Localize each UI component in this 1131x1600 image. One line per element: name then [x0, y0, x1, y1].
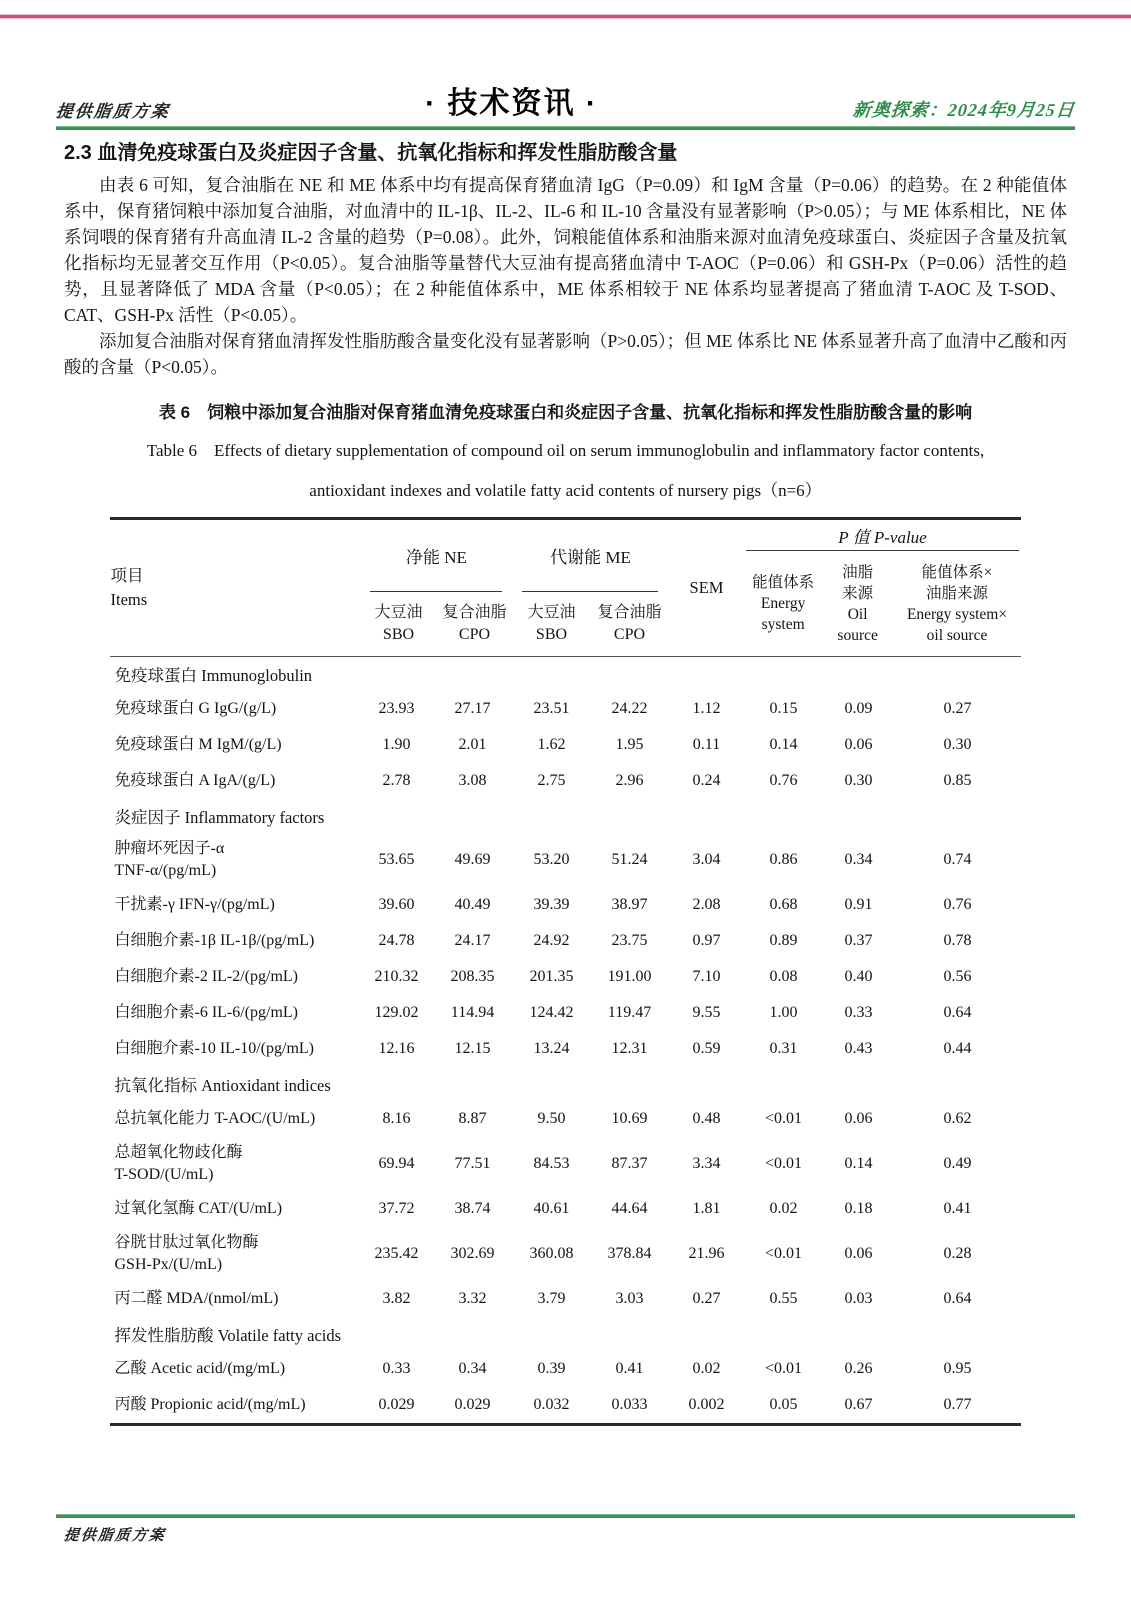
column-header-energy-system: 能值体系 Energy system: [752, 574, 815, 633]
row-label: 免疫球蛋白 M IgM/(g/L): [114, 736, 282, 753]
value-cell: 0.85: [943, 772, 972, 789]
table-row: [110, 1031, 1020, 1067]
value-cell: 0.02: [692, 1360, 721, 1377]
value-cell: 0.18: [844, 1200, 873, 1217]
value-cell: 0.15: [769, 700, 798, 717]
value-cell: 2.96: [615, 772, 644, 789]
section-label: 挥发性脂肪酸 Volatile fatty acids: [114, 1326, 342, 1345]
pvalue-group-label: P 值 P-value: [838, 527, 927, 547]
value-cell: 87.37: [611, 1155, 648, 1172]
value-cell: 84.53: [533, 1155, 570, 1172]
value-cell: 0.67: [844, 1396, 873, 1413]
value-cell: 1.90: [382, 736, 411, 753]
value-cell: 235.42: [374, 1245, 419, 1262]
value-cell: 23.51: [533, 700, 570, 717]
value-cell: 0.37: [844, 932, 873, 949]
value-cell: 3.04: [692, 851, 721, 868]
table-row: [110, 763, 1020, 799]
value-cell: 0.97: [692, 932, 721, 949]
value-cell: 0.14: [844, 1155, 873, 1172]
value-cell: 53.65: [378, 851, 415, 868]
value-cell: 0.40: [844, 968, 873, 985]
value-cell: 0.09: [844, 700, 873, 717]
column-group-ne: [360, 519, 512, 657]
section-heading: 2.3 血清免疫球蛋白及炎症因子含量、抗氧化指标和挥发性脂肪酸含量: [64, 142, 678, 164]
value-cell: 3.79: [537, 1290, 566, 1307]
value-cell: 0.78: [943, 932, 972, 949]
value-cell: 0.55: [769, 1290, 798, 1307]
value-cell: 39.39: [533, 896, 570, 913]
value-cell: 7.10: [692, 968, 721, 985]
column-header-me-cpo: 复合油脂 CPO: [597, 604, 662, 643]
value-cell: 0.14: [769, 736, 798, 753]
value-cell: 0.74: [943, 851, 972, 868]
value-cell: 0.89: [769, 932, 798, 949]
value-cell: 0.02: [769, 1200, 798, 1217]
column-header-oil-source: 油脂 来源 Oil source: [837, 563, 878, 644]
value-cell: 13.24: [533, 1040, 570, 1057]
value-cell: 0.05: [769, 1396, 798, 1413]
value-cell: 0.95: [943, 1360, 972, 1377]
table-section-row: [110, 1317, 1020, 1351]
row-label: 谷胱甘肽过氧化物酶 GSH-Px/(U/mL): [114, 1234, 259, 1273]
value-cell: 51.24: [611, 851, 648, 868]
table-row: [110, 727, 1020, 763]
value-cell: 0.31: [769, 1040, 798, 1057]
paragraph-2: 添加复合油脂对保育猪血清挥发性脂肪酸含量变化没有显著影响（P>0.05）；但 ME 体系比 NE 体系显著升高了血清中乙酸和丙酸的含量（P<0.05）。: [64, 331, 1067, 377]
table-section-row: [110, 657, 1020, 692]
value-cell: 0.28: [943, 1245, 972, 1262]
value-cell: 0.91: [844, 896, 873, 913]
value-cell: 0.44: [943, 1040, 972, 1057]
value-cell: 0.86: [769, 851, 798, 868]
value-cell: 2.75: [537, 772, 566, 789]
value-cell: <0.01: [764, 1360, 802, 1377]
value-cell: 114.94: [450, 1004, 495, 1021]
value-cell: 49.69: [454, 851, 491, 868]
value-cell: 0.34: [458, 1360, 487, 1377]
value-cell: 1.95: [615, 736, 644, 753]
section-label: 免疫球蛋白 Immunoglobulin: [114, 666, 313, 685]
value-cell: 1.00: [769, 1004, 798, 1021]
value-cell: 0.48: [692, 1110, 721, 1127]
row-label: 过氧化氢酶 CAT/(U/mL): [114, 1200, 283, 1217]
table-caption-zh: 表 6 饲粮中添加复合油脂对保育猪血清免疫球蛋白和炎症因子含量、抗氧化指标和挥发性脂肪酸含量的影响: [158, 403, 973, 422]
footer-brand: 提供脂质方案: [63, 1528, 167, 1544]
value-cell: 24.92: [533, 932, 570, 949]
table-body: [110, 657, 1020, 1425]
value-cell: 69.94: [378, 1155, 415, 1172]
value-cell: 0.59: [692, 1040, 721, 1057]
table-section-row: [110, 1067, 1020, 1101]
value-cell: 201.35: [529, 968, 574, 985]
value-cell: 0.27: [943, 700, 972, 717]
table-caption-en-line2: antioxidant indexes and volatile fatty acid contents of nursery pigs（n=6）: [309, 481, 822, 500]
value-cell: 3.03: [615, 1290, 644, 1307]
value-cell: 0.06: [844, 1245, 873, 1262]
table-row: [110, 1387, 1020, 1425]
value-cell: 378.84: [607, 1245, 652, 1262]
value-cell: 0.002: [688, 1396, 725, 1413]
row-label: 白细胞介素-6 IL-6/(pg/mL): [114, 1004, 299, 1021]
footer-green-rule: [56, 1514, 1075, 1518]
value-cell: 124.42: [529, 1004, 574, 1021]
value-cell: 23.93: [378, 700, 415, 717]
value-cell: 23.75: [611, 932, 648, 949]
value-cell: 24.78: [378, 932, 415, 949]
value-cell: 208.35: [450, 968, 495, 985]
value-cell: 3.82: [382, 1290, 411, 1307]
value-cell: 360.08: [529, 1245, 574, 1262]
value-cell: 0.64: [943, 1004, 972, 1021]
value-cell: 1.62: [537, 736, 566, 753]
value-cell: 1.12: [692, 700, 721, 717]
value-cell: 0.24: [692, 772, 721, 789]
column-header-ne-sbo: 大豆油 SBO: [374, 604, 423, 643]
table-section-row: [110, 799, 1020, 833]
header-brand-left: 提供脂质方案: [54, 102, 171, 121]
value-cell: 2.78: [382, 772, 411, 789]
value-cell: 24.17: [454, 932, 491, 949]
value-cell: 0.39: [537, 1360, 566, 1377]
value-cell: 8.87: [458, 1110, 487, 1127]
value-cell: 3.34: [692, 1155, 721, 1172]
table-row: [110, 995, 1020, 1031]
table-row: [110, 1281, 1020, 1317]
row-label: 总超氧化物歧化酶 T-SOD/(U/mL): [114, 1144, 243, 1183]
value-cell: 0.30: [943, 736, 972, 753]
value-cell: 0.34: [844, 851, 873, 868]
section-label: 炎症因子 Inflammatory factors: [114, 808, 325, 827]
table-row: [110, 1351, 1020, 1387]
value-cell: 0.41: [615, 1360, 644, 1377]
value-cell: 53.20: [533, 851, 570, 868]
column-group-pvalue: [744, 519, 1020, 657]
value-cell: 37.72: [378, 1200, 415, 1217]
value-cell: 0.64: [943, 1290, 972, 1307]
value-cell: 12.31: [611, 1040, 648, 1057]
value-cell: 12.15: [454, 1040, 491, 1057]
group-me-label: 代谢能 ME: [550, 548, 631, 567]
value-cell: 0.06: [844, 1110, 873, 1127]
value-cell: 0.029: [378, 1396, 415, 1413]
value-cell: 0.27: [692, 1290, 721, 1307]
value-cell: 9.55: [692, 1004, 721, 1021]
page-header: [56, 80, 1075, 122]
value-cell: 0.43: [844, 1040, 873, 1057]
value-cell: 0.68: [769, 896, 798, 913]
value-cell: 0.03: [844, 1290, 873, 1307]
items-label-en: Items: [110, 590, 148, 609]
value-cell: 10.69: [611, 1110, 648, 1127]
value-cell: <0.01: [764, 1110, 802, 1127]
value-cell: 38.74: [454, 1200, 491, 1217]
row-label: 丙酸 Propionic acid/(mg/mL): [114, 1396, 306, 1413]
value-cell: 24.22: [611, 700, 648, 717]
value-cell: 0.77: [943, 1396, 972, 1413]
value-cell: 0.11: [692, 736, 721, 753]
value-cell: 302.69: [450, 1245, 495, 1262]
row-label: 免疫球蛋白 G IgG/(g/L): [114, 700, 277, 717]
value-cell: 40.61: [533, 1200, 570, 1217]
column-header-sem: SEM: [689, 578, 724, 597]
table-row: [110, 691, 1020, 727]
value-cell: 0.33: [382, 1360, 411, 1377]
value-cell: 44.64: [611, 1200, 648, 1217]
header-green-rule: [56, 126, 1075, 130]
value-cell: 0.49: [943, 1155, 972, 1172]
value-cell: 77.51: [454, 1155, 491, 1172]
row-label: 干扰素-γ IFN-γ/(pg/mL): [114, 896, 275, 913]
row-label: 总抗氧化能力 T-AOC/(U/mL): [114, 1110, 316, 1127]
table-row: [110, 959, 1020, 995]
value-cell: 0.76: [769, 772, 798, 789]
items-label-zh: 项目: [110, 566, 144, 585]
value-cell: 40.49: [454, 896, 491, 913]
column-header-interaction: 能值体系× 油脂来源 Energy system× oil source: [906, 563, 1008, 644]
value-cell: 21.96: [688, 1245, 725, 1262]
value-cell: 3.08: [458, 772, 487, 789]
value-cell: 27.17: [454, 700, 491, 717]
value-cell: 2.01: [458, 736, 487, 753]
row-label: 白细胞介素-1β IL-1β/(pg/mL): [114, 932, 315, 949]
value-cell: 1.81: [692, 1200, 721, 1217]
value-cell: 119.47: [607, 1004, 652, 1021]
column-group-me: [512, 519, 668, 657]
value-cell: 191.00: [607, 968, 652, 985]
value-cell: 3.32: [458, 1290, 487, 1307]
value-cell: 9.50: [537, 1110, 566, 1127]
column-header-items: [110, 519, 360, 657]
value-cell: 0.76: [943, 896, 972, 913]
value-cell: <0.01: [764, 1245, 802, 1262]
row-label: 免疫球蛋白 A IgA/(g/L): [114, 772, 276, 789]
table-row: [110, 887, 1020, 923]
row-label: 肿瘤坏死因子-α TNF-α/(pg/mL): [114, 840, 225, 879]
value-cell: 0.56: [943, 968, 972, 985]
value-cell: 0.62: [943, 1110, 972, 1127]
table-row: [110, 833, 1020, 887]
column-header-ne-cpo: 复合油脂 CPO: [442, 604, 507, 643]
section-label: 抗氧化指标 Antioxidant indices: [114, 1076, 331, 1095]
row-label: 白细胞介素-10 IL-10/(pg/mL): [114, 1040, 315, 1057]
value-cell: 0.032: [533, 1396, 570, 1413]
header-title: · 技术资讯 ·: [425, 87, 598, 120]
value-cell: 2.08: [692, 896, 721, 913]
value-cell: 0.08: [769, 968, 798, 985]
value-cell: 12.16: [378, 1040, 415, 1057]
table-row: [110, 1101, 1020, 1137]
value-cell: 0.30: [844, 772, 873, 789]
column-header-me-sbo: 大豆油 SBO: [527, 604, 576, 643]
group-ne-label: 净能 NE: [406, 548, 467, 567]
table-row: [110, 1191, 1020, 1227]
row-label: 白细胞介素-2 IL-2/(pg/mL): [114, 968, 299, 985]
value-cell: 210.32: [374, 968, 419, 985]
value-cell: 8.16: [382, 1110, 411, 1127]
row-label: 丙二醛 MDA/(nmol/mL): [114, 1290, 279, 1307]
value-cell: <0.01: [764, 1155, 802, 1172]
paragraph-1: 由表 6 可知，复合油脂在 NE 和 ME 体系中均有提高保育猪血清 IgG（P=0.09）和 IgM 含量（P=0.06）的趋势。在 2 种能值体系中，保育猪饲粮中添加复合油脂，对血清中的 IL-1β、IL-2、IL-6 和 IL-10 含量没有显著影响（P>0.05）；与 ME 体系相比，NE 体系饲喂的保育猪有升高血清 IL-2 含量的趋势（P=0.08）。此外，饲粮能值体系和油脂来源对血清免疫球蛋白、炎症因子含量及抗氧化指标均无显著交互作用（P<0.05）。复合油脂等量替代大豆油有提高猪血清中 T-AOC（P=0.06）和 GSH-Px（P=0.06）活性的趋势，且显著降低了 MDA 含量（P<0.05）；在 2 种能值体系中，ME 体系相较于 NE 体系均显著提高了猪血清 T-AOC 及 T-SOD、CAT、GSH-Px 活性（P<0.05）。: [64, 175, 1067, 325]
value-cell: 38.97: [611, 896, 648, 913]
value-cell: 0.029: [454, 1396, 491, 1413]
table-row: [110, 1227, 1020, 1281]
value-cell: 0.41: [943, 1200, 972, 1217]
top-pink-rule: [0, 15, 1131, 18]
table-row: [110, 1137, 1020, 1191]
value-cell: 129.02: [374, 1004, 419, 1021]
data-table: [110, 517, 1020, 1426]
value-cell: 0.06: [844, 736, 873, 753]
value-cell: 0.033: [611, 1396, 648, 1413]
row-label: 乙酸 Acetic acid/(mg/mL): [114, 1360, 286, 1377]
value-cell: 0.26: [844, 1360, 873, 1377]
value-cell: 0.33: [844, 1004, 873, 1021]
article-body: [64, 140, 1067, 1426]
table-row: [110, 923, 1020, 959]
table-caption-en-line1: Table 6 Effects of dietary supplementation of compound oil on serum immunoglobulin and inflammatory factor contents,: [146, 441, 985, 460]
table-header: [110, 519, 1020, 657]
header-date: 新奥探索：2024年9月25日: [851, 100, 1076, 120]
value-cell: 39.60: [378, 896, 415, 913]
